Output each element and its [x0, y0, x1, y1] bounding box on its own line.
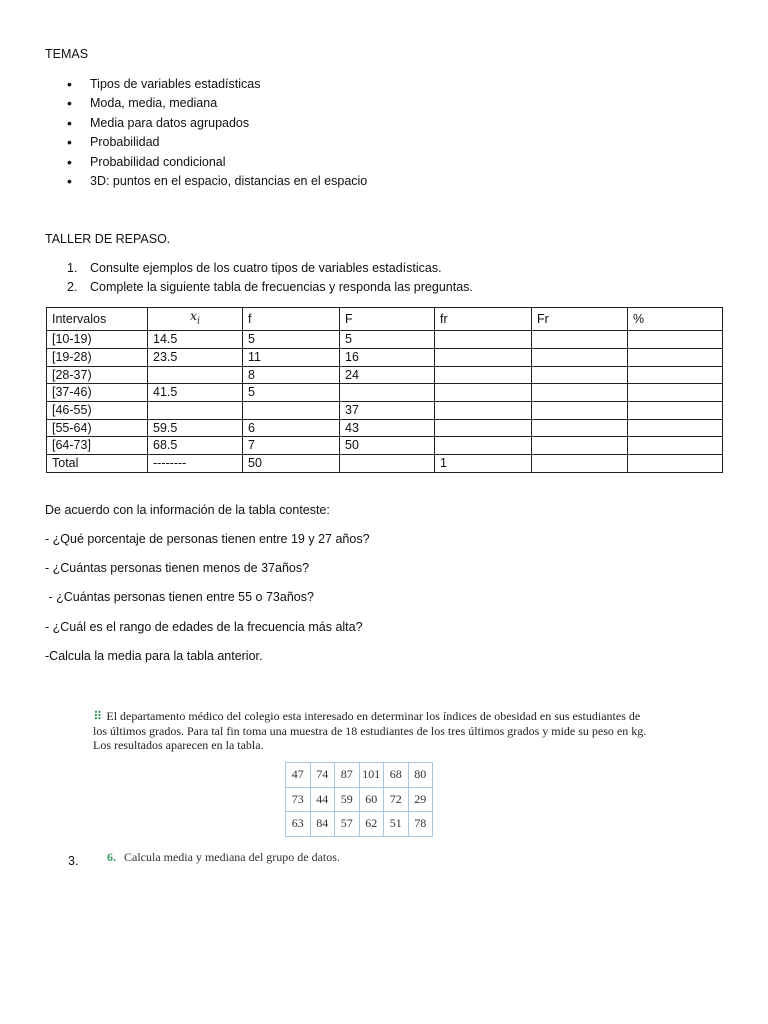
table-cell: [55-64)	[47, 419, 148, 437]
table-cell	[628, 366, 723, 384]
weight-cell: 51	[384, 812, 409, 837]
question-item: - ¿Qué porcentaje de personas tienen entre 19 y 27 años?	[45, 532, 370, 546]
table-cell	[148, 402, 243, 420]
table-cell	[532, 366, 628, 384]
table-cell	[628, 402, 723, 420]
problem-statement	[93, 709, 653, 753]
table-cell	[628, 455, 723, 473]
temas-heading: TEMAS	[45, 47, 89, 61]
table-cell	[532, 348, 628, 366]
question-item: - ¿Cuál es el rango de edades de la frecuencia más alta?	[45, 620, 363, 634]
table-cell: 11	[243, 348, 340, 366]
question-item: - ¿Cuántas personas tienen menos de 37años?	[45, 561, 310, 575]
table-cell	[628, 331, 723, 349]
header-cell: Fr	[532, 308, 628, 331]
table-cell	[628, 437, 723, 455]
weight-cell: 72	[384, 787, 409, 812]
table-cell: 24	[340, 366, 435, 384]
taller-task-list	[45, 259, 473, 297]
table-cell: 43	[340, 419, 435, 437]
table-cell: --------	[148, 455, 243, 473]
table-cell	[435, 419, 532, 437]
table-cell: 50	[340, 437, 435, 455]
table-cell	[628, 384, 723, 402]
temas-item: • 3D: puntos en el espacio, distancias en el espacio	[45, 172, 367, 191]
frequency-table	[46, 307, 723, 473]
table-header-row	[47, 308, 723, 331]
questions-intro: De acuerdo con la información de la tabla conteste:	[45, 503, 330, 517]
header-cell: f	[243, 308, 340, 331]
header-cell: fr	[435, 308, 532, 331]
header-cell: F	[340, 308, 435, 331]
table-cell	[435, 402, 532, 420]
weight-cell: 44	[310, 787, 335, 812]
weight-cell: 62	[359, 812, 384, 837]
table-cell	[435, 348, 532, 366]
table-cell: [46-55)	[47, 402, 148, 420]
table-cell	[340, 455, 435, 473]
table-cell	[628, 419, 723, 437]
table-cell: [37-46)	[47, 384, 148, 402]
task-text: Consulte ejemplos de los cuatro tipos de variables estadísticas.	[90, 261, 442, 275]
table-cell	[628, 348, 723, 366]
table-cell	[435, 384, 532, 402]
table-row	[47, 419, 723, 437]
table-cell	[340, 384, 435, 402]
table-cell	[532, 402, 628, 420]
weight-cell: 84	[310, 812, 335, 837]
weights-row	[286, 763, 433, 788]
table-row	[47, 455, 723, 473]
weight-cell: 47	[286, 763, 311, 788]
weights-row	[286, 812, 433, 837]
table-cell: Total	[47, 455, 148, 473]
table-cell	[435, 437, 532, 455]
table-cell: 5	[340, 331, 435, 349]
table-row	[47, 366, 723, 384]
table-cell	[532, 331, 628, 349]
table-cell: [19-28)	[47, 348, 148, 366]
temas-item: • Probabilidad condicional	[45, 153, 367, 172]
table-row	[47, 348, 723, 366]
task-6-number: 6.	[107, 850, 116, 864]
weight-cell: 74	[310, 763, 335, 788]
taller-task	[45, 278, 473, 297]
list-number: 3.	[68, 854, 79, 868]
table-cell: [28-37)	[47, 366, 148, 384]
table-cell: 68.5	[148, 437, 243, 455]
task-text: Complete la siguiente tabla de frecuencias y responda las preguntas.	[90, 280, 473, 294]
weight-cell: 80	[408, 763, 433, 788]
weight-cell: 78	[408, 812, 433, 837]
table-row	[47, 331, 723, 349]
table-cell	[148, 366, 243, 384]
table-cell: 50	[243, 455, 340, 473]
table-cell: 6	[243, 419, 340, 437]
weights-table	[285, 762, 433, 837]
header-cell: Intervalos	[47, 308, 148, 331]
table-row	[47, 384, 723, 402]
weight-cell: 87	[335, 763, 360, 788]
temas-item: • Media para datos agrupados	[45, 114, 367, 133]
table-cell	[532, 384, 628, 402]
table-row	[47, 402, 723, 420]
table-cell: 7	[243, 437, 340, 455]
task-number: 1.	[67, 261, 78, 275]
task-6	[107, 850, 340, 865]
table-cell: 41.5	[148, 384, 243, 402]
temas-item: • Tipos de variables estadísticas	[45, 75, 367, 94]
weight-cell: 68	[384, 763, 409, 788]
table-cell	[435, 366, 532, 384]
task-number: 2.	[67, 280, 78, 294]
table-cell: [10-19)	[47, 331, 148, 349]
problem-text: El departamento médico del colegio esta interesado en determinar los índices de obesidad en sus estudiantes de los últimos grados. Para tal fin toma una muestra de 18 estudiantes de los tres últimos grados y mide su peso en kg. Los resultados aparecen en la tabla.	[93, 709, 647, 752]
task-6-text: Calcula media y mediana del grupo de datos.	[124, 850, 340, 864]
weight-cell: 57	[335, 812, 360, 837]
taller-heading: TALLER DE REPASO.	[45, 232, 171, 246]
grid-bullet-icon: ⠿	[93, 709, 103, 723]
table-cell	[532, 419, 628, 437]
temas-item: • Probabilidad	[45, 133, 367, 152]
question-item: -Calcula la media para la tabla anterior.	[45, 649, 263, 663]
table-cell: 23.5	[148, 348, 243, 366]
table-cell: 59.5	[148, 419, 243, 437]
xi-base: x	[190, 308, 198, 323]
table-cell: 8	[243, 366, 340, 384]
weight-cell: 60	[359, 787, 384, 812]
table-cell: 14.5	[148, 331, 243, 349]
weight-cell: 29	[408, 787, 433, 812]
table-row	[47, 437, 723, 455]
header-cell: %	[628, 308, 723, 331]
question-item: - ¿Cuántas personas tienen entre 55 o 73años?	[45, 590, 314, 604]
xi-subscript: i	[197, 316, 200, 327]
weight-cell: 63	[286, 812, 311, 837]
table-cell: 1	[435, 455, 532, 473]
weight-cell: 101	[359, 763, 384, 788]
temas-item: • Moda, media, mediana	[45, 94, 367, 113]
table-cell	[532, 437, 628, 455]
temas-list	[45, 75, 367, 191]
weights-row	[286, 787, 433, 812]
table-cell: 5	[243, 331, 340, 349]
table-cell	[435, 331, 532, 349]
weight-cell: 59	[335, 787, 360, 812]
weight-cell: 73	[286, 787, 311, 812]
header-cell-xi	[148, 308, 243, 331]
table-cell: 37	[340, 402, 435, 420]
table-cell: 16	[340, 348, 435, 366]
table-cell	[243, 402, 340, 420]
taller-task	[45, 259, 473, 278]
table-cell	[532, 455, 628, 473]
table-cell: [64-73]	[47, 437, 148, 455]
table-cell: 5	[243, 384, 340, 402]
